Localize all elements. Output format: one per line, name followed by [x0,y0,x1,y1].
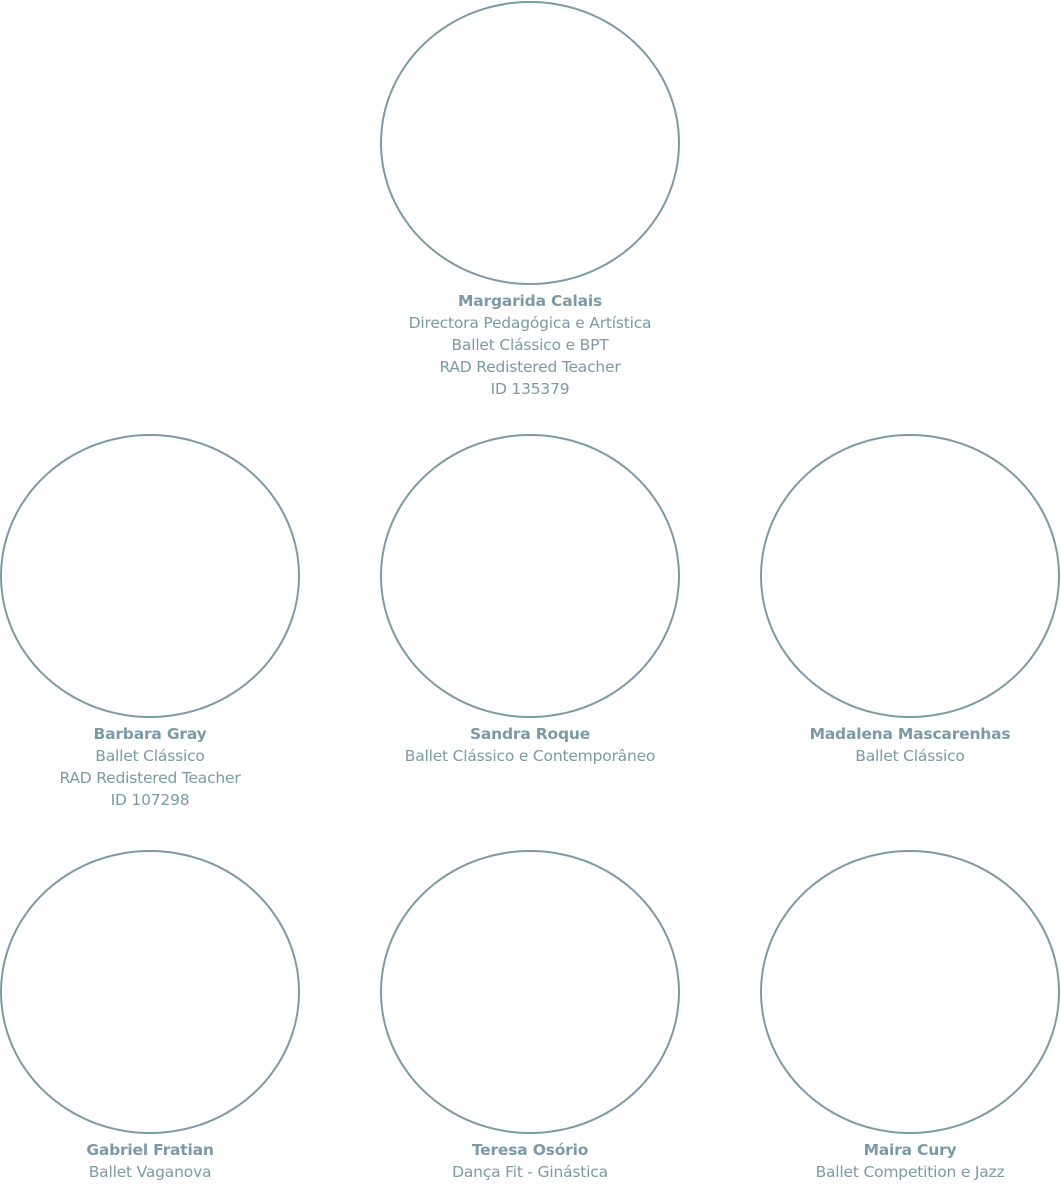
member-caption [0,1139,300,1183]
member-caption [380,1139,680,1183]
team-member-card [0,434,300,811]
team-member-card [760,434,1060,767]
team-member-card [380,850,680,1183]
member-caption [0,723,300,811]
member-discipline: Ballet Clássico [855,747,965,765]
profile-photo-circle [0,850,300,1134]
member-discipline: Ballet Clássico e BPT [451,336,609,354]
member-caption [760,1139,1060,1183]
member-discipline: Ballet Competition e Jazz [815,1163,1005,1181]
member-id: ID 135379 [490,380,570,398]
member-name: Sandra Roque [469,725,591,743]
team-member-card [380,1,680,400]
profile-photo-circle [380,1,680,285]
member-name: Barbara Gray [93,725,207,743]
member-role: Directora Pedagógica e Artística [408,314,652,332]
member-name: Gabriel Fratian [86,1141,214,1159]
member-caption [760,723,1060,767]
member-certification: RAD Redistered Teacher [59,769,241,787]
profile-photo-circle [0,434,300,718]
member-discipline: Ballet Vaganova [88,1163,212,1181]
member-name: Madalena Mascarenhas [809,725,1011,743]
team-member-card [380,434,680,767]
profile-photo-circle [760,850,1060,1134]
member-id: ID 107298 [110,791,190,809]
member-caption [380,290,680,400]
member-name: Teresa Osório [471,1141,589,1159]
team-member-card [0,850,300,1183]
profile-photo-circle [380,850,680,1134]
member-name: Margarida Calais [458,292,602,310]
member-name: Maira Cury [863,1141,957,1159]
profile-photo-circle [760,434,1060,718]
profile-photo-circle [380,434,680,718]
member-certification: RAD Redistered Teacher [439,358,621,376]
member-caption [380,723,680,767]
team-member-card [760,850,1060,1183]
member-discipline: Dança Fit - Ginástica [452,1163,608,1181]
member-discipline: Ballet Clássico e Contemporâneo [404,747,656,765]
member-discipline: Ballet Clássico [95,747,205,765]
